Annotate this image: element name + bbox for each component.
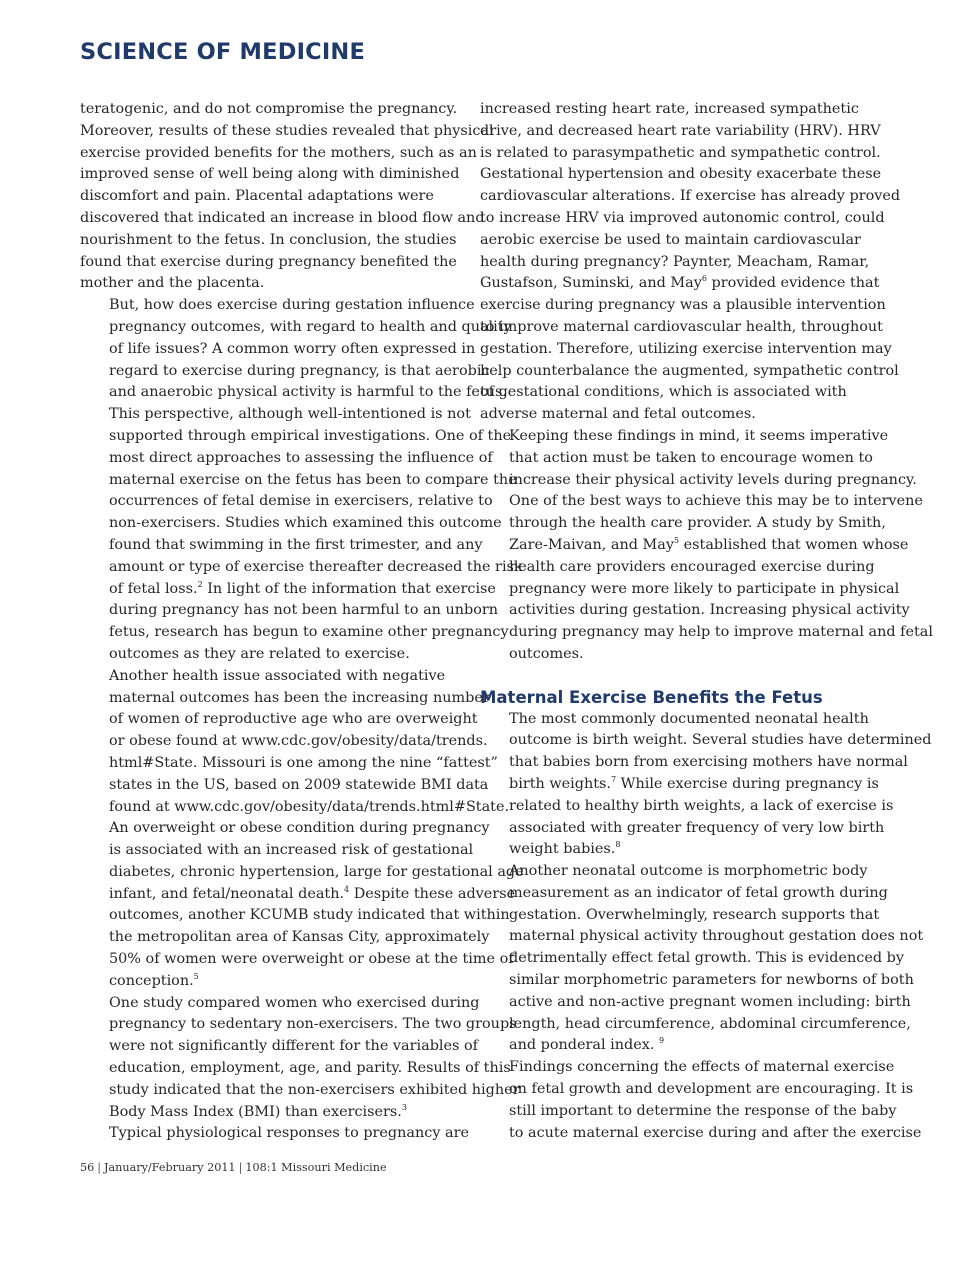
citation-ref: 5 xyxy=(193,972,199,982)
paragraph: Typical physiological responses to pregnancy are xyxy=(109,1125,469,1142)
paragraph: increased resting heart rate, increased sympathetic drive, and decreased heart rate variability (HRV). HRV is related to parasympathetic and sympathetic control. Gestational hypertension and obesity exacerbate these cardiovascular alterations. If exercise has already proved to increase HRV via improved autonomic control, could aerobic exercise be used to maintain cardiovascular health during pregnancy? Paynter, Meacham, Ramar, Gustafson, Suminski, and May$^6$ provided evidence that exercise during pregnancy was a plausible intervention to improve maternal cardiovascular health, throughout gestation. Therefore, utilizing exercise intervention may help counterbalance the augmented, sympathetic control of gestational conditions, which is associated with adverse maternal and fetal outcomes. xyxy=(480,101,901,423)
paragraph: One study compared women who exercised during pregnancy to sedentary non-exercisers. The two groups were not significantly different for the variables of education, employment, age, and parity. Results of this study indicated that the non-exercisers exhibited higher Body Mass Index (BMI) than exercisers.$^3$ xyxy=(109,994,520,1120)
citation-ref: 7 xyxy=(610,775,617,785)
footer-divider: | xyxy=(238,1161,243,1174)
citation-ref: 3 xyxy=(401,1102,407,1112)
page-number: 56 xyxy=(80,1161,95,1174)
journal-name: 108:1 Missouri Medicine xyxy=(245,1161,387,1174)
issue-date: January/February 2011 xyxy=(104,1161,236,1174)
citation-ref: 9 xyxy=(659,1036,665,1046)
citation-ref: 2 xyxy=(197,579,203,589)
right-column xyxy=(480,99,933,1144)
paragraph: Another neonatal outcome is morphometric body measurement as an indicator of fetal growth during gestation. Overwhelmingly, research supports that maternal physical activity throughout gestation does not detrimentally effect fetal growth. This is evidenced by similar morphometric parameters for newborns of both active and non-active pregnant women including: birth length, head circumference, abdominal circumference, and ponderal index. $^9$ xyxy=(509,863,924,1054)
left-column xyxy=(80,99,524,1145)
citation-ref: 8 xyxy=(615,840,621,850)
citation-ref: 5 xyxy=(673,536,680,546)
paragraph: teratogenic, and do not compromise the pregnancy. Moreover, results of these studies revealed that physical exercise provided benefits for the mothers, such as an improved sense of well being along with diminished discomfort and pain. Placental adaptations were discovered that indicated an increase in blood flow and nourishment to the fetus. In conclusion, the studies found that exercise during pregnancy benefited the mother and the placenta. xyxy=(80,101,494,292)
footer-divider: | xyxy=(97,1161,102,1174)
paragraph: The most commonly documented neonatal health outcome is birth weight. Several studies have determined that babies born from exercising mothers have normal birth weights.$^7$ While exercise during pregnancy is related to healthy birth weights, a lack of exercise is associated with greater frequency of very low birth weight babies.$^8$ xyxy=(509,710,932,858)
paragraph: But, how does exercise during gestation influence pregnancy outcomes, with regard to health and quality of life issues? A common worry often expressed in regard to exercise during pregnancy, is that aerobic and anaerobic physical activity is harmful to the fetus. This perspective, although well-intentioned is not supported through empirical investigations. One of the most direct approaches to assessing the influence of maternal exercise on the fetus has been to compare the occurrences of fetal demise in exercisers, relative to non-exercisers. Studies which examined this outcome found that swimming in the first trimester, and any amount or type of exercise thereafter decreased the risk of fetal loss.$^2$ In light of the information that exercise during pregnancy has not been harmful to an unborn fetus, research has begun to examine other pregnancy outcomes as they are related to exercise. xyxy=(109,297,523,662)
paragraph: Keeping these findings in mind, it seems imperative that action must be taken to encourage women to increase their physical activity levels during pregnancy. One of the best ways to achieve this may be to intervene through the health care provider. A study by Smith, Zare-Maivan, and May$^5$ established that women whose health care providers encouraged exercise during pregnancy were more likely to participate in physical activities during gestation. Increasing physical activity during pregnancy may help to improve maternal and fetal outcomes. xyxy=(509,427,933,662)
citation-ref: 6 xyxy=(701,274,707,284)
section-title: SCIENCE OF MEDICINE xyxy=(80,39,366,65)
subheading: Maternal Exercise Benefits the Fetus xyxy=(480,687,823,707)
paragraph: Findings concerning the effects of maternal exercise on fetal growth and development are encouraging. It is still important to determine the response of the baby to acute maternal exercise during and after the exercise xyxy=(509,1059,922,1141)
page-footer xyxy=(80,1161,387,1174)
citation-ref: 4 xyxy=(344,884,350,894)
paragraph: Another health issue associated with negative maternal outcomes has been the increasing number of women of reproductive age who are overweight or obese found at www.cdc.gov/obesity/data/trends. html#State. Missouri is one among the nine “fattest” states in the US, based on 2009 statewide BMI data found at www.cdc.gov/obesity/data/trends.html#State. An overweight or obese condition during pregnancy is associated with an increased risk of gestational diabetes, chronic hypertension, large for gestational age infant, and fetal/neonatal death.$^4$ Despite these adverse outcomes, another KCUMB study indicated that within the metropolitan area of Kansas City, approximately 50% of women were overweight or obese at the time of conception.$^5$ xyxy=(109,667,524,989)
